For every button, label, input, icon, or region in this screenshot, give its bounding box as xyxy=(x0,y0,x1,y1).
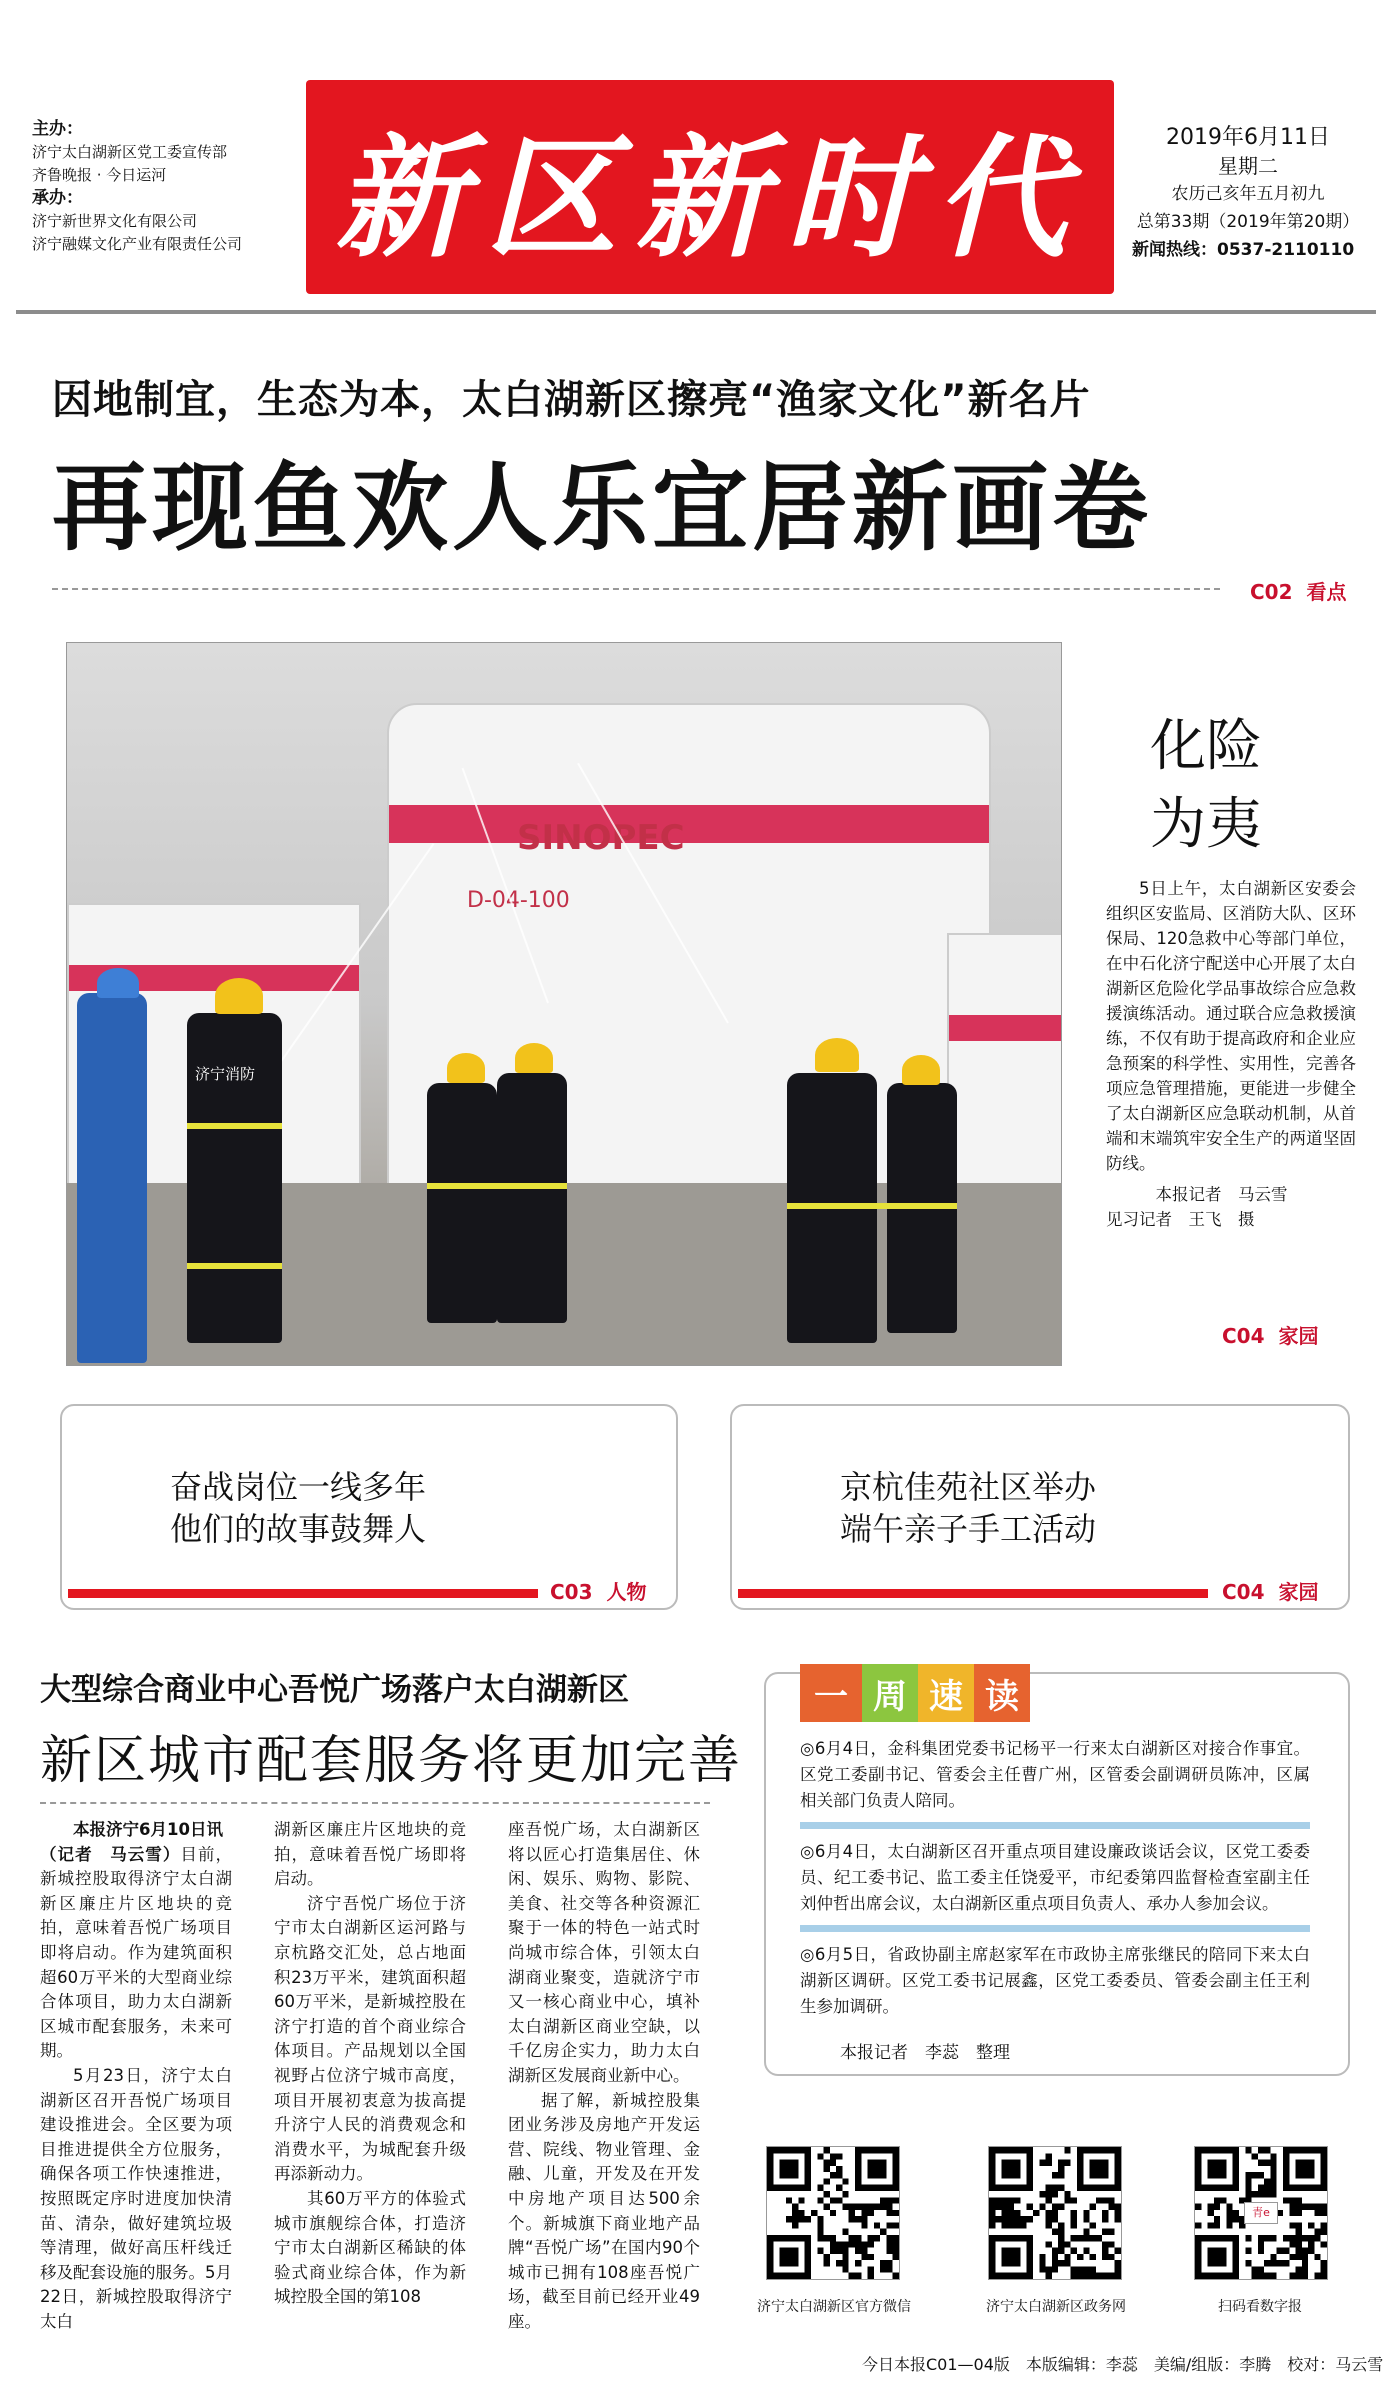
photo-credit: 见习记者 王飞 摄 xyxy=(1106,1210,1255,1229)
article-subtitle[interactable]: 大型综合商业中心吾悦广场落户太白湖新区 xyxy=(40,1672,629,1708)
ref-page: C04 xyxy=(1222,1580,1265,1604)
masthead-title: 新区新时代 xyxy=(335,121,1085,276)
issue-number: 总第33期（2019年第20期） xyxy=(1136,212,1360,232)
host-line: 济宁太白湖新区党工委宣传部 xyxy=(32,143,228,161)
teaser-line: 奋战岗位一线多年 xyxy=(170,1468,427,1506)
ref-section: 人物 xyxy=(606,1580,647,1604)
fire-drill-photo[interactable] xyxy=(66,642,1062,1366)
teaser-line: 端午亲子手工活动 xyxy=(840,1510,1097,1548)
ref-page: C02 xyxy=(1250,580,1293,604)
qr-wechat[interactable] xyxy=(766,2146,900,2284)
organizer-line: 济宁新世界文化有限公司 xyxy=(32,212,198,230)
digest-title-char: 周 xyxy=(862,1664,918,1722)
vest-text: 济宁消防 xyxy=(195,1065,256,1083)
publisher-info xyxy=(32,118,302,256)
digest-title-char: 读 xyxy=(974,1664,1030,1722)
article-title[interactable]: 新区城市配套服务将更加完善 xyxy=(40,1731,743,1791)
article-paragraph: 其60万平方的体验式城市旗舰综合体，打造济宁市太白湖新区稀缺的体验式商业综合体，作为新城控股全国的第108 xyxy=(274,2188,466,2307)
lead-divider xyxy=(52,588,1220,590)
ref-section: 看点 xyxy=(1306,580,1347,604)
tank-stripe xyxy=(949,1015,1062,1041)
digest-separator xyxy=(800,1925,1310,1932)
digest-credit: 本报记者 李蕊 整理 xyxy=(840,2043,1010,2063)
qr-caption: 济宁太白湖新区政务网 xyxy=(986,2299,1126,2315)
header-divider xyxy=(16,310,1376,314)
lead-title[interactable]: 再现鱼欢人乐宜居新画卷 xyxy=(52,452,1152,564)
teaser-bar xyxy=(738,1589,1208,1598)
qr-caption: 济宁太白湖新区官方微信 xyxy=(757,2299,911,2315)
firefighter xyxy=(497,1073,567,1323)
helmet xyxy=(902,1055,940,1085)
photo-story-title-line: 化险 xyxy=(1150,714,1262,779)
helmet xyxy=(515,1043,553,1073)
ref-section: 家园 xyxy=(1278,1580,1319,1604)
article-column-1 xyxy=(40,1818,232,2334)
digest-title-char: 一 xyxy=(800,1664,862,1722)
masthead-logo xyxy=(306,80,1114,294)
digest-title-char: 速 xyxy=(918,1664,974,1722)
teaser-line: 他们的故事鼓舞人 xyxy=(170,1510,427,1548)
reflective-band xyxy=(427,1183,567,1189)
helmet xyxy=(815,1038,859,1072)
host-label: 主办： xyxy=(32,119,83,139)
photo-story-title[interactable] xyxy=(1150,708,1262,864)
qr-center-label: 青e xyxy=(1244,2202,1278,2224)
teaser-headline xyxy=(840,1466,1096,1550)
article-paragraph: 目前，新城控股取得济宁太白湖新区廉庄片区地块的竞拍，意味着吾悦广场项目即将启动。作为建筑面积超60万平米的大型商业综合体项目，助力太白湖新区城市配套服务，未来可期。 xyxy=(40,1844,233,2061)
digest-item[interactable]: ◎6月4日，太白湖新区召开重点项目建设廉政谈话会议，区党工委委员、纪工委书记、监工委主任饶爱平，市纪委第四监督检查室副主任刘仲哲出席会议，太白湖新区重点项目负责人、承办人参加会议。 xyxy=(800,1842,1310,1913)
lunar-date: 农历己亥年五月初九 xyxy=(1171,184,1325,204)
issue-weekday: 星期二 xyxy=(1218,154,1278,178)
reflective-band xyxy=(187,1263,282,1269)
date-block xyxy=(1128,124,1368,264)
qr-gov[interactable] xyxy=(988,2146,1122,2284)
host-line: 齐鲁晚报 · 今日运河 xyxy=(32,166,167,184)
teaser-line: 京杭佳苑社区举办 xyxy=(840,1468,1097,1506)
reflective-band xyxy=(787,1203,957,1209)
article-paragraph: 座吾悦广场，太白湖新区将以匠心打造集居住、休闲、娱乐、购物、影院、美食、社交等各种资源汇聚于一体的特色一站式时尚城市综合体，引领太白湖商业聚变，造就济宁市又一核心商业中心，填补太白湖新区商业空缺，以千亿房企实力，助力太白湖新区发展商业新中心。 xyxy=(508,1820,700,2085)
helmet xyxy=(215,978,263,1014)
teaser-bar xyxy=(68,1589,538,1598)
teaser-page-ref xyxy=(550,1576,647,1605)
article-byline: （记者 马云雪） xyxy=(40,1844,181,1864)
helmet xyxy=(447,1053,485,1083)
qr-code-icon xyxy=(988,2146,1122,2280)
weekly-digest-list xyxy=(800,1736,1310,2063)
firefighter xyxy=(427,1083,497,1323)
qr-caption: 扫码看数字报 xyxy=(1218,2299,1302,2315)
teaser-box-people[interactable] xyxy=(60,1404,678,1610)
ref-page: C03 xyxy=(550,1580,593,1604)
teaser-headline xyxy=(170,1466,426,1550)
qr-digital[interactable] xyxy=(1194,2146,1328,2284)
photo-story-title-line: 为夷 xyxy=(1150,792,1262,857)
organizer-line: 济宁融媒文化产业有限责任公司 xyxy=(32,235,243,253)
qr-code-icon xyxy=(766,2146,900,2280)
helmet-blue xyxy=(97,968,139,998)
tank-sign: SINOPEC xyxy=(517,818,685,858)
weekly-digest-title xyxy=(800,1664,1030,1722)
lead-page-ref[interactable] xyxy=(1250,576,1347,605)
photo-page-ref[interactable] xyxy=(1222,1320,1319,1349)
article-divider xyxy=(40,1802,710,1804)
ref-section: 家园 xyxy=(1278,1324,1319,1348)
reflective-band xyxy=(187,1123,282,1129)
news-hotline: 新闻热线：0537-2110110 xyxy=(1132,240,1355,260)
article-column-2 xyxy=(274,1818,466,2310)
digest-item[interactable]: ◎6月4日，金科集团党委书记杨平一行来太白湖新区对接合作事宜。区党工委副书记、管委会主任曹广州，区管委会副调研员陈冲，区属相关部门负责人陪同。 xyxy=(800,1739,1310,1810)
photo-story-text: 5日上午，太白湖新区安委会组织区安监局、区消防大队、区环保局、120急救中心等部门单位，在中石化济宁配送中心开展了太白湖新区危险化学品事故综合应急救援演练活动。通过联合应急救援演练，不仅有助于提高政府和企业应急预案的科学性、实用性，完善各项应急管理措施，更能进一步健全了太白湖新区应急联动机制，从首端和末端筑牢安全生产的两道坚固防线。 xyxy=(1106,879,1356,1173)
article-paragraph: 5月23日，济宁太白湖新区召开吾悦广场项目建设推进会。全区要为项目推进提供全方位服务，确保各项工作快速推进，按照既定序时进度加快清苗、清杂，做好建筑垃圾等清理，做好高压杆线迁移及配套设施的服务。5月22日，新城控股取得济宁太白 xyxy=(40,2065,232,2331)
teaser-box-home[interactable] xyxy=(730,1404,1350,1610)
lead-subtitle[interactable]: 因地制宜，生态为本，太白湖新区擦亮“渔家文化”新名片 xyxy=(52,377,1091,423)
page-footer: 今日本报C01—04版 本版编辑：李蕊 美编/组版：李腾 校对：马云雪 xyxy=(862,2355,1384,2374)
article-column-3 xyxy=(508,1818,700,2334)
photo-credit: 本报记者 马云雪 xyxy=(1155,1185,1288,1204)
article-paragraph: 湖新区廉庄片区地块的竞拍，意味着吾悦广场即将启动。 xyxy=(274,1820,466,1889)
teaser-page-ref xyxy=(1222,1576,1319,1605)
article-paragraph: 据了解，新城控股集团业务涉及房地产开发运营、院线、物业管理、金融、儿童，开发及在开发中房地产项目达500余个。新城旗下商业地产品牌“吾悦广场”在国内90个城市已拥有108座吾悦广场，截至目前已经开业49座。 xyxy=(508,2090,700,2331)
organizer-label: 承办： xyxy=(32,188,83,208)
photo-story-body xyxy=(1106,876,1356,1232)
ref-page: C04 xyxy=(1222,1324,1265,1348)
article-paragraph: 济宁吾悦广场位于济宁市太白湖新区运河路与京杭路交汇处，总占地面积23万平米，建筑面积超60万平米，是新城控股在济宁打造的首个商业综合体项目。产品规划以全国视野占位济宁城市高度，项目开展初衷意为拔高提升济宁人民的消费观念和消费水平，为城配套升级再添新动力。 xyxy=(274,1893,466,2184)
tank-code: D-04-100 xyxy=(467,888,570,913)
worker-blue xyxy=(77,993,147,1363)
digest-separator xyxy=(800,1822,1310,1829)
digest-item[interactable]: ◎6月5日，省政协副主席赵家军在市政协主席张继民的陪同下来太白湖新区调研。区党工委书记展鑫，区党工委委员、管委会副主任王利生参加调研。 xyxy=(800,1945,1310,2016)
issue-date: 2019年6月11日 xyxy=(1166,125,1330,150)
article-dateline: 本报济宁6月10日讯 xyxy=(73,1820,223,1839)
